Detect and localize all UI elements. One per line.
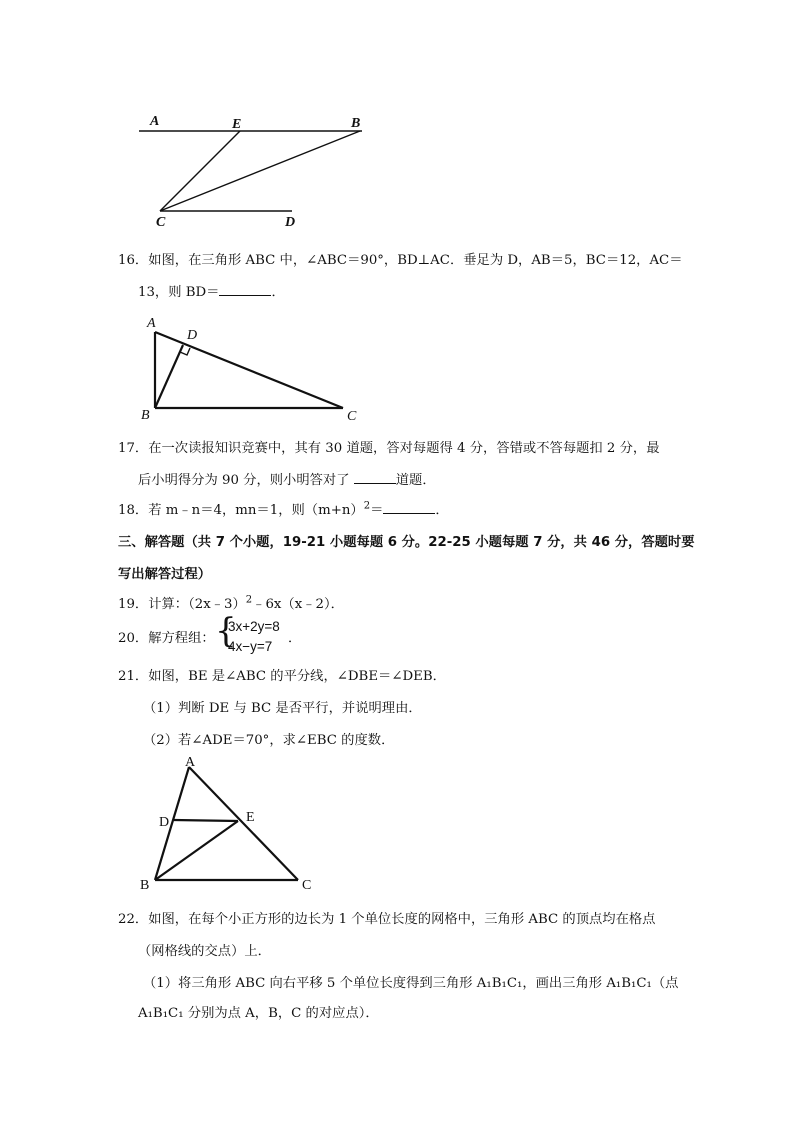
label-D: D — [285, 215, 296, 230]
q16-period: ． — [271, 285, 285, 300]
label-A: A — [150, 114, 160, 129]
q22-line2: （网格线的交点）上． — [138, 944, 271, 959]
q16-text: 13，则 BD＝ — [138, 285, 220, 300]
q19-text: 19．计算：（2x﹣3） — [118, 597, 246, 612]
q17-text: 后小明得分为 90 分，则小明答对了 — [138, 473, 350, 488]
q21-part1: （1）判断 DE 与 BC 是否平行，并说明理由． — [143, 701, 422, 716]
equation-2: 4x−y=7 — [228, 639, 273, 654]
label-C: C — [156, 215, 166, 230]
q21-stem: 21．如图，BE 是∠ABC 的平分线，∠DBE＝∠DEB． — [118, 669, 446, 684]
q18-period: ． — [435, 503, 449, 518]
q22-part1-line1: （1）将三角形 ABC 向右平移 5 个单位长度得到三角形 A₁B₁C₁，画出三角形 A₁B₁C₁（点 — [143, 976, 679, 991]
label-E: E — [246, 810, 255, 825]
q19-exponent: 2 — [245, 594, 253, 606]
label-A: A — [147, 316, 156, 331]
q18-exponent: 2 — [363, 500, 371, 512]
q17-suffix: 道题． — [395, 473, 436, 488]
q22-line1: 22．如图，在每个小正方形的边长为 1 个单位长度的网格中，三角形 ABC 的顶点均在格点 — [118, 912, 656, 927]
label-C: C — [302, 878, 312, 893]
q22-part1-line2: A₁B₁C₁ 分别为点 A，B，C 的对应点）． — [138, 1006, 379, 1021]
equation-1: 3x+2y=8 — [228, 619, 280, 634]
section3-heading: 三、解答题（共 7 个小题，19-21 小题每题 6 分。22-25 小题每题 7 分，共 46 分，答题时要 — [118, 535, 695, 550]
label-B: B — [140, 878, 150, 893]
label-E: E — [232, 117, 242, 132]
section3-heading-cont: 写出解答过程） — [118, 567, 212, 582]
q17-line1: 17．在一次读报知识竞赛中，其有 30 道题，答对每题得 4 分，答错或不答每题扣 2 分，最 — [118, 441, 660, 456]
q20-label: 20．解方程组： — [118, 631, 215, 646]
q21-part2: （2）若∠ADE＝70°，求∠EBC 的度数． — [143, 733, 395, 748]
q16-line1: 16．如图，在三角形 ABC 中，∠ABC＝90°，BD⊥AC．垂足为 D，AB＝5，BC＝12，AC＝ — [118, 253, 683, 268]
system-brace: { — [215, 611, 237, 651]
label-B: B — [141, 408, 150, 423]
label-C: C — [347, 409, 357, 424]
q18-equals: ＝ — [370, 503, 384, 518]
label-B: B — [351, 116, 361, 131]
q18-text: 18．若 m﹣n＝4，mn＝1，则（m+n） — [118, 503, 364, 518]
label-D: D — [159, 815, 170, 830]
q20-period: ． — [288, 631, 302, 646]
label-A: A — [185, 755, 196, 770]
label-D: D — [187, 328, 198, 343]
q19-text-rest: ﹣6x（x﹣2）． — [252, 597, 344, 612]
